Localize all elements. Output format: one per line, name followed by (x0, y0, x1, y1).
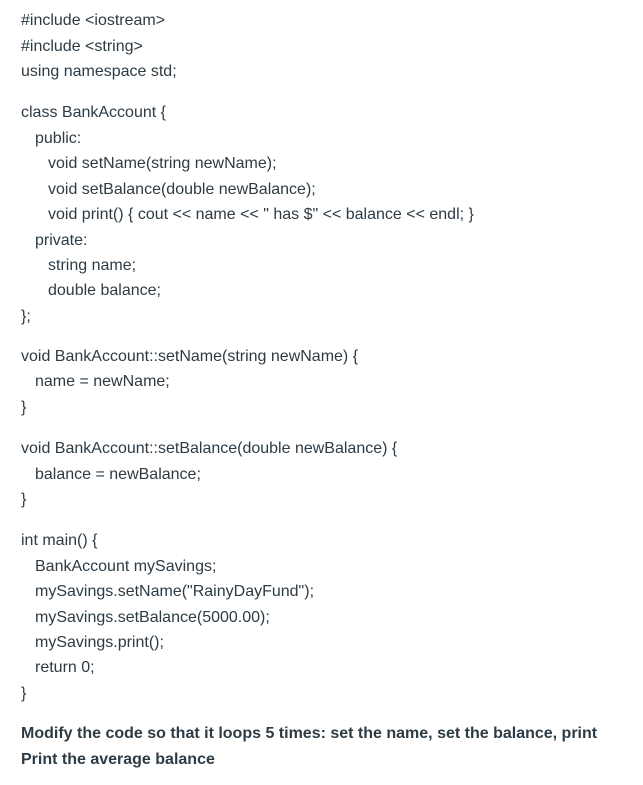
code-line-setname-call: mySavings.setName("RainyDayFund"); (35, 583, 315, 600)
code-line-setbalance-end: } (21, 491, 27, 508)
task-instruction-line-2: Print the average balance (21, 751, 215, 768)
code-line-object-declaration: BankAccount mySavings; (35, 558, 217, 575)
code-line-return: return 0; (35, 659, 95, 676)
code-line-main-definition: int main() { (21, 532, 98, 549)
code-line-class-end: }; (21, 308, 31, 325)
code-line-setname-end: } (21, 399, 27, 416)
code-line-main-end: } (21, 685, 27, 702)
code-line-balance-member: double balance; (48, 282, 161, 299)
code-line-include-string: #include <string> (21, 38, 143, 55)
task-instruction-line-1: Modify the code so that it loops 5 times: set the name, set the balance, print (21, 725, 598, 742)
code-line-print-definition: void print() { cout << name << " has $" << balance << endl; } (48, 206, 474, 223)
code-line-setname-definition: void BankAccount::setName(string newName) { (21, 348, 359, 365)
code-line-public-label: public: (35, 130, 82, 147)
code-line-include-iostream: #include <iostream> (21, 12, 166, 29)
code-line-class-declaration: class BankAccount { (21, 104, 166, 121)
code-line-setname-body: name = newName; (35, 373, 170, 390)
code-line-name-member: string name; (48, 257, 137, 274)
code-line-setname-declaration: void setName(string newName); (48, 155, 277, 172)
code-line-print-call: mySavings.print(); (35, 634, 164, 651)
code-line-private-label: private: (35, 232, 88, 249)
code-line-setbalance-declaration: void setBalance(double newBalance); (48, 181, 316, 198)
code-line-setbalance-body: balance = newBalance; (35, 466, 201, 483)
code-line-using-namespace: using namespace std; (21, 63, 177, 80)
code-line-setbalance-call: mySavings.setBalance(5000.00); (35, 609, 270, 626)
code-line-setbalance-definition: void BankAccount::setBalance(double newBalance) { (21, 440, 398, 457)
